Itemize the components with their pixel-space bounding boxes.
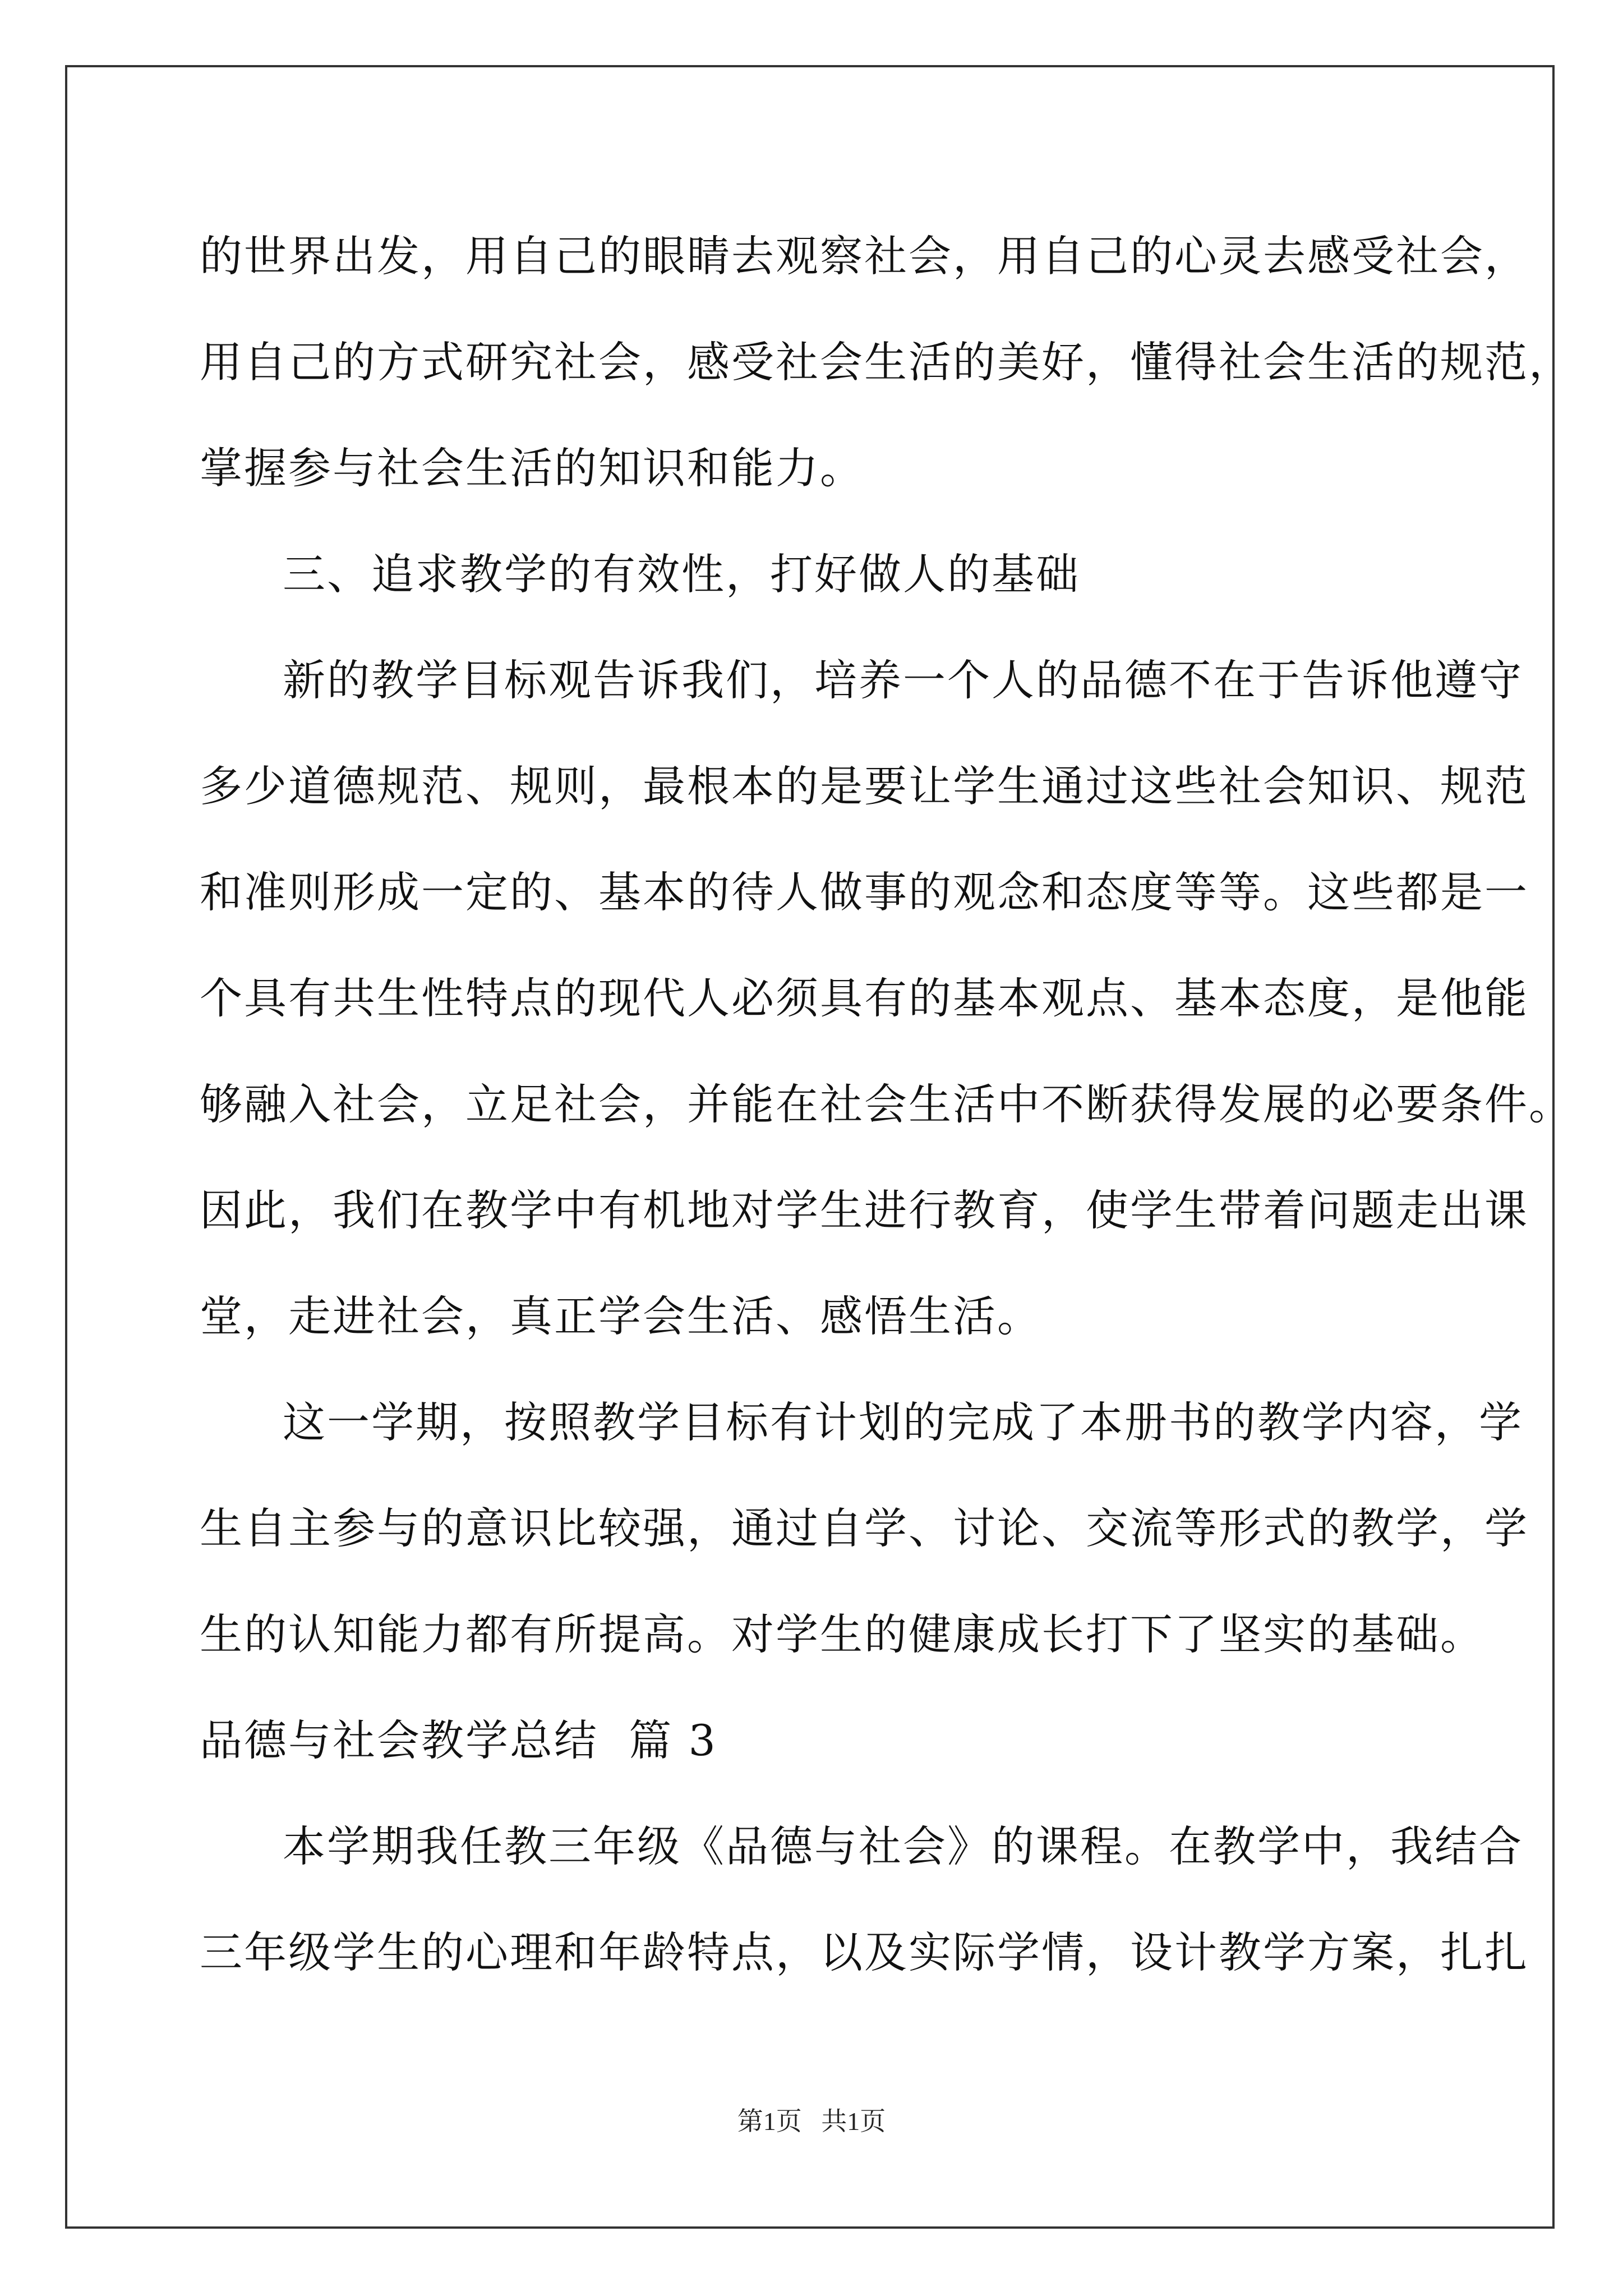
text-line: 用自己的方式研究社会，感受社会生活的美好，懂得社会生活的规范，	[200, 337, 1573, 387]
section-heading: 三、追求教学的有效性，打好做人的基础	[283, 549, 1080, 599]
text-line: 三年级学生的心理和年龄特点，以及实际学情，设计教学方案，扎扎	[200, 1927, 1529, 1977]
text-line: 和准则形成一定的、基本的待人做事的观念和态度等等。这些都是一	[200, 867, 1529, 917]
document-body	[200, 203, 1573, 2005]
text-line: 多少道德规范、规则，最根本的是要让学生通过这些社会知识、规范	[200, 761, 1529, 811]
page-footer: 第1页 共1页	[737, 2107, 886, 2136]
text-line: 生自主参与的意识比较强，通过自学、讨论、交流等形式的教学，学	[200, 1503, 1529, 1553]
text-line: 够融入社会，立足社会，并能在社会生活中不断获得发展的必要条件。	[200, 1079, 1573, 1129]
text-line: 堂，走进社会，真正学会生活、感悟生活。	[200, 1291, 1041, 1341]
article-title: 品德与社会教学总结 篇 3	[200, 1715, 717, 1765]
text-line: 掌握参与社会生活的知识和能力。	[200, 443, 864, 493]
text-line: 这一学期，按照教学目标有计划的完成了本册书的教学内容，学	[283, 1397, 1523, 1447]
text-line: 本学期我任教三年级《品德与社会》的课程。在教学中，我结合	[283, 1821, 1523, 1871]
text-line: 的世界出发，用自己的眼睛去观察社会，用自己的心灵去感受社会，	[200, 231, 1529, 281]
text-line: 个具有共生性特点的现代人必须具有的基本观点、基本态度，是他能	[200, 973, 1529, 1023]
text-line: 生的认知能力都有所提高。对学生的健康成长打下了坚实的基础。	[200, 1609, 1484, 1659]
text-line: 因此，我们在教学中有机地对学生进行教育，使学生带着问题走出课	[200, 1185, 1529, 1235]
text-line: 新的教学目标观告诉我们，培养一个人的品德不在于告诉他遵守	[283, 655, 1523, 705]
